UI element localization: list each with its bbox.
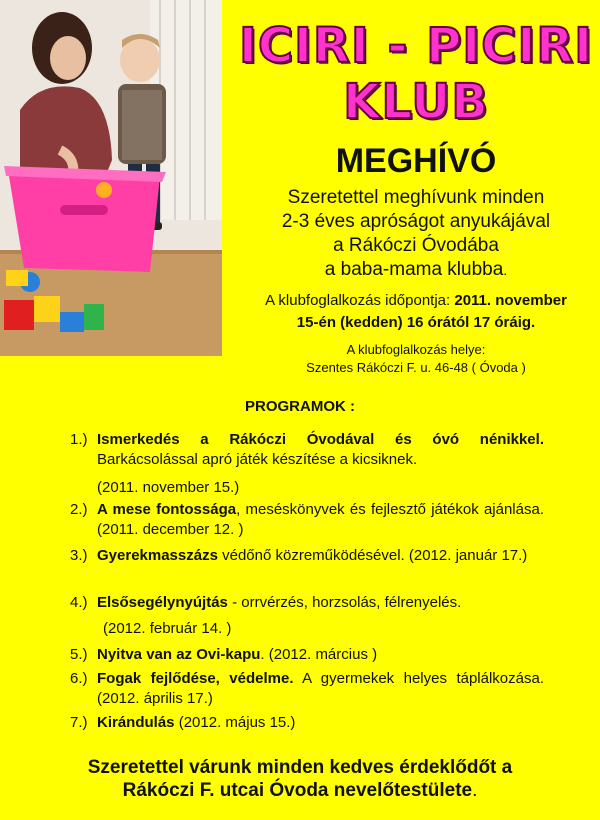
club-title (232, 18, 600, 130)
photo-illustration (0, 0, 222, 356)
footer-line2: Rákóczi F. utcai Óvoda nevelőtestülete (122, 780, 473, 801)
program-item (70, 645, 544, 665)
place-block (232, 341, 600, 377)
program-text: , meséskönyvek és fejlesztő játékok ajánlása. (2011. december 12. ) (97, 501, 544, 538)
schedule-date-2: 15-én (kedden) 16 órától 17 óráig. (296, 314, 536, 331)
program-text: - orrvérzés, horzsolás, félrenyelés. (227, 594, 462, 611)
program-number: 7.) (70, 714, 88, 731)
program-item (70, 430, 544, 498)
program-title: Ismerkedés a Rákóczi Óvodával és óvó nénikkel. (97, 431, 544, 448)
program-text: Barkácsolással apró játék készítése a kicsiknek. (97, 451, 418, 468)
program-title: A mese fontossága (97, 501, 237, 518)
program-text: (2012. május 15.) (174, 714, 296, 731)
place-label: A klubfoglalkozás helye: (346, 342, 486, 357)
program-body (97, 430, 544, 470)
program-title: Elsősegélynyújtás (97, 594, 228, 611)
schedule-date-1: 2011. november (454, 292, 567, 309)
program-item (70, 500, 544, 540)
program-body (97, 500, 544, 540)
place-address: Szentes Rákóczi F. u. 46-48 ( Óvoda ) (306, 360, 526, 375)
club-title-line1: ICIRI - PICIRI (238, 18, 594, 74)
program-item (70, 669, 544, 709)
program-text: A gyermekek helyes táplálkozása.(2012. április 17.) (97, 670, 545, 707)
invitation-line: a baba-mama klubba (324, 259, 504, 280)
invitation-dot: . (503, 262, 508, 278)
program-number: 3.) (70, 547, 88, 564)
program-item (70, 546, 544, 566)
invitation-line: a Rákóczi Óvodába (333, 235, 499, 256)
program-number: 4.) (70, 594, 88, 611)
schedule-label: A klubfoglalkozás időpontja: (265, 292, 455, 309)
program-text: védőnő közreműködésével. (2012. január 17.) (217, 547, 528, 564)
program-title: Nyitva van az Ovi-kapu (97, 646, 261, 663)
program-body (97, 593, 544, 613)
invitation-block (232, 142, 600, 282)
program-number: 6.) (70, 670, 88, 687)
program-title: Fogak fejlődése, védelme. (97, 670, 294, 687)
footer-line1: Szeretettel várunk minden kedves érdeklődőt a (87, 757, 513, 778)
program-number: 2.) (70, 501, 88, 518)
mother-child-photo (0, 0, 222, 356)
program-date: (2011. november 15.) (97, 479, 240, 496)
program-body (97, 713, 544, 733)
program-body (97, 645, 544, 665)
program-number: 5.) (70, 646, 88, 663)
program-title: Gyerekmasszázs (97, 547, 218, 564)
program-body (97, 669, 544, 709)
invitation-line: Szeretettel meghívunk minden (287, 187, 545, 208)
invitation-text (232, 186, 600, 282)
programs-heading: PROGRAMOK : (245, 398, 355, 415)
invitation-line: 2-3 éves apróságot anyukájával (281, 211, 551, 232)
schedule-block (232, 290, 600, 334)
invitation-title: MEGHÍVÓ (335, 142, 497, 180)
footer-dot: . (472, 780, 478, 801)
program-item (70, 593, 544, 639)
program-date: (2012. február 14. ) (103, 620, 232, 637)
footer-message (0, 756, 600, 802)
program-item (70, 713, 544, 733)
program-number: 1.) (70, 431, 88, 448)
program-text: . (2012. március ) (260, 646, 378, 663)
program-body (97, 546, 544, 566)
club-title-line2: KLUB (343, 74, 489, 130)
program-title: Kirándulás (97, 714, 175, 731)
